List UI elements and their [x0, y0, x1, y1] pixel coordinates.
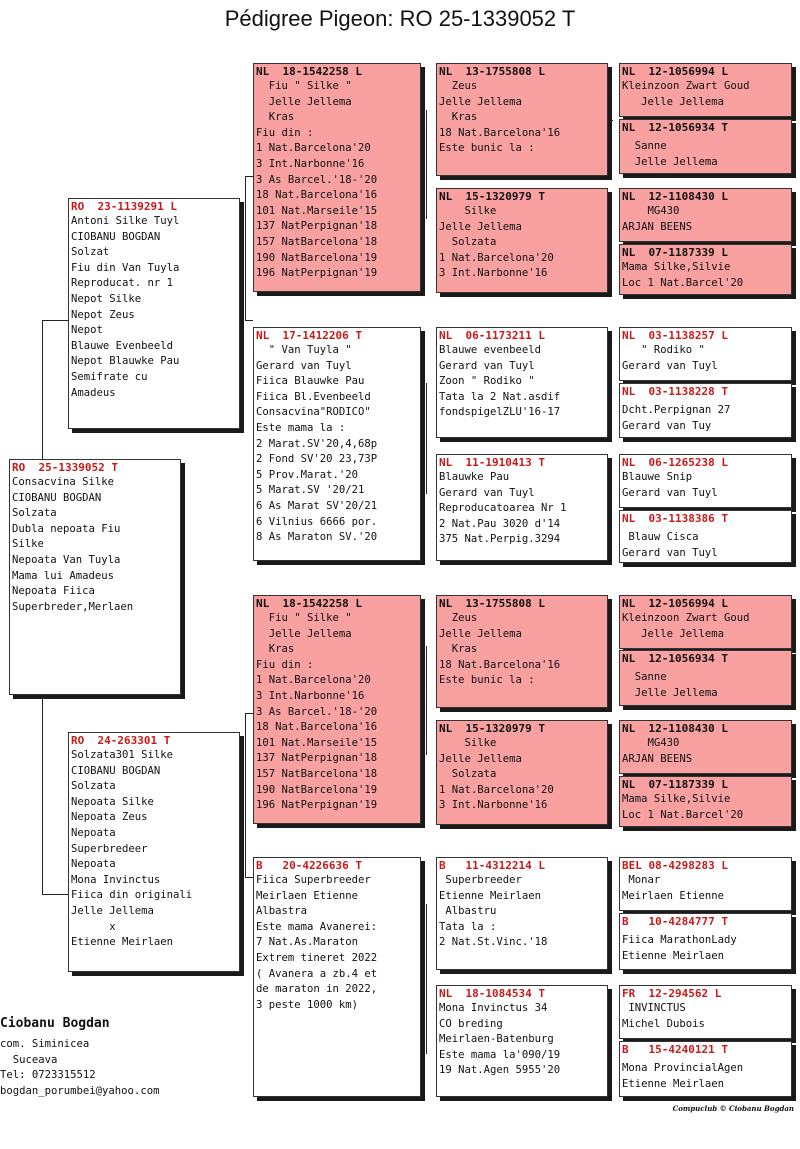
- g3-line: Zeus: [439, 612, 478, 624]
- g4-card-9[interactable]: [619, 595, 792, 649]
- g3-line: Jelle Jellema: [439, 220, 522, 233]
- g2-line: 18 Nat.Barcelona'16: [256, 189, 378, 202]
- connector-line: [245, 176, 246, 321]
- g2-line: 157 NatBarcelona'18: [256, 235, 378, 248]
- dam-line: Solzata: [71, 780, 116, 793]
- g3-line: Solzata: [439, 236, 497, 249]
- g3-line: Tata la 2 Nat.asdif: [439, 390, 561, 403]
- g3-line: 18 Nat.Barcelona'16: [439, 126, 561, 139]
- sire-line: CIOBANU BOGDAN: [71, 230, 161, 243]
- g4-card-12[interactable]: [619, 776, 792, 827]
- g2-line: ( Avanera a zb.4 et: [256, 967, 378, 980]
- subject-card[interactable]: [9, 459, 181, 695]
- g4-line: Gerard van Tuyl: [622, 359, 718, 372]
- g4-line: ARJAN BEENS: [622, 752, 693, 765]
- connector-line: [612, 120, 613, 121]
- g3-card-7[interactable]: [436, 857, 608, 970]
- g2-line: 137 NatPerpignan'18: [256, 220, 378, 233]
- g3-card-8[interactable]: [436, 985, 608, 1097]
- g4-ring: NL 12-1108430 L: [622, 190, 728, 203]
- g2-ring: B 20-4226636 T: [256, 859, 362, 872]
- g3-ring: NL 13-1755808 L: [439, 597, 545, 610]
- subject-line: Mama lui Amadeus: [12, 569, 115, 582]
- connector-line: [42, 320, 68, 321]
- g2-line: Fiica Superbreeder: [256, 874, 371, 886]
- g4-ring: NL 03-1138257 L: [622, 329, 728, 342]
- g2-line: 8 As Maraton SV.'20: [256, 531, 378, 544]
- g2-line: Kras: [256, 643, 295, 656]
- g2-line: 1 Nat.Barcelona'20: [256, 142, 371, 155]
- g4-line: ARJAN BEENS: [622, 220, 693, 233]
- g4-line: Jelle Jellema: [622, 627, 725, 640]
- dam-line: Solzata301 Silke: [71, 749, 174, 761]
- g3-line: 375 Nat.Perpig.3294: [439, 533, 561, 546]
- g4-line: INVINCTUS: [622, 1002, 686, 1014]
- g4-line: MG430: [622, 205, 680, 217]
- g2-ring: NL 18-1542258 L: [256, 65, 362, 78]
- g2-card-c[interactable]: [253, 595, 421, 824]
- dam-line: Fiica din originali: [71, 889, 193, 902]
- g4-line: Etienne Meirlaen: [622, 1077, 725, 1090]
- g4-ring: B 10-4284777 T: [622, 915, 728, 928]
- g4-line: Gerard van Tuyl: [622, 486, 718, 499]
- g4-line: Mama Silke,Silvie: [622, 261, 731, 273]
- g3-line: Solzata: [439, 768, 497, 781]
- sire-line: Semifrate cu: [71, 370, 148, 383]
- g2-line: 6 Vilnius 6666 por.: [256, 515, 378, 528]
- g3-ring: B 11-4312214 L: [439, 859, 545, 872]
- g4-card-8[interactable]: [619, 510, 792, 563]
- dam-line: Superbredeer: [71, 842, 148, 855]
- g4-ring: NL 06-1265238 L: [622, 456, 728, 469]
- g3-line: Jelle Jellema: [439, 95, 522, 108]
- g2-line: 101 Nat.Marseile'15: [256, 204, 378, 217]
- g4-card-10[interactable]: [619, 650, 792, 706]
- g3-line: 2 Nat.Pau 3020 d'14: [439, 517, 561, 530]
- dam-line: Etienne Meirlaen: [71, 936, 174, 949]
- subject-line: Silke: [12, 538, 44, 551]
- g4-line: Sanne: [622, 671, 667, 683]
- g4-ring: BEL 08-4298283 L: [622, 859, 728, 872]
- g2-line: 196 NatPerpignan'19: [256, 799, 378, 812]
- dam-line: Nepoata: [71, 858, 116, 871]
- g3-line: 1 Nat.Barcelona'20: [439, 251, 554, 264]
- g2-line: Jelle Jellema: [256, 627, 352, 640]
- sire-line: Antoni Silke Tuyl: [71, 215, 180, 227]
- g2-line: Fiica Bl.Evenbeeld: [256, 390, 371, 403]
- g2-line: 3 Int.Narbonne'16: [256, 689, 365, 702]
- g4-line: Loc 1 Nat.Barcel'20: [622, 276, 744, 289]
- connector-line: [42, 894, 68, 895]
- owner-line: com. Siminicea: [0, 1038, 90, 1050]
- g4-line: Etienne Meirlaen: [622, 949, 725, 962]
- dam-line: Mona Invinctus: [71, 873, 161, 886]
- g2-line: Este mama la :: [256, 421, 346, 434]
- g4-card-4[interactable]: [619, 244, 792, 295]
- subject-line: Superbreder,Merlaen: [12, 600, 134, 613]
- g3-line: CO breding: [439, 1017, 503, 1030]
- g3-line: Meirlaen-Batenburg: [439, 1033, 554, 1046]
- dam-line: Nepoata Silke: [71, 795, 154, 808]
- g2-line: 5 Prov.Marat.'20: [256, 468, 359, 481]
- g2-card-b[interactable]: [253, 327, 421, 561]
- g4-card-5[interactable]: [619, 327, 792, 381]
- g2-ring: NL 17-1412206 T: [256, 329, 362, 342]
- sire-line: Nepot: [71, 324, 103, 337]
- g2-line: Consacvina"RODICO": [256, 406, 371, 419]
- connector-line: [42, 694, 43, 894]
- g3-card-6[interactable]: [436, 720, 608, 825]
- g3-ring: NL 13-1755808 L: [439, 65, 545, 78]
- g3-line: Gerard van Tuyl: [439, 486, 535, 499]
- g4-card-3[interactable]: [619, 188, 792, 242]
- g3-card-2[interactable]: [436, 188, 608, 293]
- g2-line: 3 As Barcel.'18-'20: [256, 173, 378, 186]
- g3-ring: NL 15-1320979 T: [439, 190, 545, 203]
- g4-line: Fiica MarathonLady: [622, 934, 737, 946]
- g3-line: 1 Nat.Barcelona'20: [439, 783, 554, 796]
- g3-ring: NL 18-1084534 T: [439, 987, 545, 1000]
- g2-line: Fiu din :: [256, 658, 314, 671]
- g4-line: Jelle Jellema: [622, 155, 718, 168]
- g4-ring: NL 12-1108430 L: [622, 722, 728, 735]
- g3-line: Este bunic la :: [439, 142, 535, 155]
- connector-line: [426, 110, 427, 219]
- connector-line: [245, 713, 246, 878]
- g4-ring: NL 03-1138386 T: [622, 512, 728, 525]
- g2-line: Este mama Avanerei:: [256, 920, 378, 933]
- g2-line: 2 Fond SV'20 23,73P: [256, 453, 378, 466]
- g3-ring: NL 15-1320979 T: [439, 722, 545, 735]
- g3-line: Albastru: [439, 905, 497, 918]
- connector-line: [245, 713, 253, 714]
- connector-line: [245, 176, 253, 177]
- g2-line: Fiu din :: [256, 126, 314, 139]
- g4-ring: NL 12-1056934 T: [622, 121, 728, 134]
- g3-line: Etienne Meirlaen: [439, 889, 542, 902]
- sire-card[interactable]: [68, 198, 240, 429]
- g2-line: Gerard van Tuyl: [256, 359, 352, 372]
- g2-card-d[interactable]: [253, 857, 421, 1097]
- subject-line: Dubla nepoata Fiu: [12, 522, 121, 535]
- connector-line: [426, 646, 427, 755]
- g3-line: Reproducatoarea Nr 1: [439, 502, 567, 515]
- g3-line: fondspigelZLU'16-17: [439, 406, 561, 419]
- g4-line: Loc 1 Nat.Barcel'20: [622, 808, 744, 821]
- dam-line: Jelle Jellema: [71, 904, 154, 917]
- g2-line: 196 NatPerpignan'19: [256, 267, 378, 280]
- sire-line: Solzat: [71, 246, 110, 259]
- footer-credit: Compuclub © Ciobanu Bogdan: [672, 1104, 794, 1113]
- g4-line: " Rodiko ": [622, 344, 705, 356]
- g2-line: Fiu " Silke ": [256, 612, 352, 624]
- g4-line: MG430: [622, 737, 680, 749]
- g4-line: Mona ProvincialAgen: [622, 1062, 744, 1074]
- g2-line: de maraton in 2022,: [256, 983, 378, 996]
- g2-line: Fiu " Silke ": [256, 80, 352, 92]
- g3-ring: NL 11-1910413 T: [439, 456, 545, 469]
- g2-line: 101 Nat.Marseile'15: [256, 736, 378, 749]
- g2-card-a[interactable]: [253, 63, 421, 292]
- g4-ring: B 15-4240121 T: [622, 1043, 728, 1056]
- g2-line: 3 Int.Narbonne'16: [256, 157, 365, 170]
- g2-line: " Van Tuyla ": [256, 344, 352, 356]
- sire-line: Amadeus: [71, 386, 116, 399]
- g3-line: 18 Nat.Barcelona'16: [439, 658, 561, 671]
- g4-ring: NL 12-1056994 L: [622, 597, 728, 610]
- sire-line: Reproducat. nr 1: [71, 277, 174, 290]
- g2-line: 1 Nat.Barcelona'20: [256, 674, 371, 687]
- sire-line: Nepot Zeus: [71, 308, 135, 321]
- g3-line: 3 Int.Narbonne'16: [439, 799, 548, 812]
- owner-email[interactable]: bogdan_porumbei@yahoo.com: [0, 1084, 160, 1097]
- g3-line: 19 Nat.Agen 5955'20: [439, 1064, 561, 1077]
- g3-line: Silke: [439, 737, 497, 749]
- g4-line: Dcht.Perpignan 27: [622, 404, 731, 416]
- g2-ring: NL 18-1542258 L: [256, 597, 362, 610]
- g3-line: Kras: [439, 643, 478, 656]
- g2-line: 157 NatBarcelona'18: [256, 767, 378, 780]
- g4-line: Jelle Jellema: [622, 95, 725, 108]
- g2-line: 190 NatBarcelona'19: [256, 251, 378, 264]
- g2-line: 190 NatBarcelona'19: [256, 783, 378, 796]
- owner-name: Ciobanu Bogdan: [0, 1016, 110, 1031]
- g3-line: Gerard van Tuyl: [439, 359, 535, 372]
- g2-line: 6 As Marat SV'20/21: [256, 499, 378, 512]
- g3-line: Zoon " Rodiko ": [439, 375, 535, 388]
- g3-line: Zeus: [439, 80, 478, 92]
- g4-ring: NL 12-1056934 T: [622, 652, 728, 665]
- g3-line: Tata la :: [439, 920, 497, 933]
- g4-card-14[interactable]: [619, 913, 792, 970]
- g2-line: Fiica Blauwke Pau: [256, 375, 365, 388]
- dam-line: Nepoata Zeus: [71, 811, 148, 824]
- g3-card-4[interactable]: [436, 454, 608, 561]
- g2-line: 3 peste 1000 km): [256, 998, 359, 1011]
- g4-card-15[interactable]: [619, 985, 792, 1039]
- sire-ring: RO 23-1139291 L: [71, 200, 177, 213]
- connector-line: [426, 383, 427, 494]
- g4-ring: NL 07-1187339 L: [622, 778, 728, 791]
- g2-line: Kras: [256, 111, 295, 124]
- g3-line: Kras: [439, 111, 478, 124]
- subject-line: Nepoata Van Tuyla: [12, 553, 121, 566]
- g2-line: 5 Marat.SV '20/21: [256, 484, 365, 497]
- g4-line: Gerard van Tuy: [622, 419, 712, 432]
- g3-line: Jelle Jellema: [439, 752, 522, 765]
- g3-card-1[interactable]: [436, 63, 608, 176]
- g3-line: Este mama la'090/19: [439, 1048, 561, 1061]
- dam-line: CIOBANU BOGDAN: [71, 764, 161, 777]
- g2-line: Meirlaen Etienne: [256, 889, 359, 902]
- g3-line: Este bunic la :: [439, 674, 535, 687]
- g4-card-11[interactable]: [619, 720, 792, 774]
- g4-line: Blauwe Snip: [622, 471, 693, 483]
- g4-line: Blauw Cisca: [622, 531, 699, 543]
- g3-line: 3 Int.Narbonne'16: [439, 267, 548, 280]
- owner-info: [0, 1015, 159, 1099]
- g3-line: Blauwe evenbeeld: [439, 344, 542, 356]
- subject-ring: RO 25-1339052 T: [12, 461, 118, 474]
- g2-line: 7 Nat.As.Maraton: [256, 936, 359, 949]
- g3-card-3[interactable]: [436, 327, 608, 438]
- sire-line: Blauwe Evenbeeld: [71, 339, 174, 352]
- g4-ring: NL 07-1187339 L: [622, 246, 728, 259]
- g4-card-6[interactable]: [619, 383, 792, 438]
- g4-line: Monar: [622, 874, 661, 886]
- subject-line: CIOBANU BOGDAN: [12, 491, 102, 504]
- subject-line: Nepoata Fiica: [12, 585, 95, 598]
- g3-line: 2 Nat.St.Vinc.'18: [439, 936, 548, 949]
- page-title: Pédigree Pigeon: RO 25-1339052 T: [224, 6, 576, 31]
- g4-line: Michel Dubois: [622, 1017, 705, 1030]
- g3-line: Blauwke Pau: [439, 471, 510, 483]
- g2-line: 2 Marat.SV'20,4,68p: [256, 437, 378, 450]
- g3-ring: NL 06-1173211 L: [439, 329, 545, 342]
- owner-line: Suceava: [0, 1053, 58, 1066]
- g2-line: Jelle Jellema: [256, 95, 352, 108]
- g4-line: Jelle Jellema: [622, 686, 718, 699]
- g4-card-1[interactable]: [619, 63, 792, 117]
- g4-line: Meirlaen Etienne: [622, 889, 725, 902]
- sire-line: Nepot Blauwke Pau: [71, 355, 180, 368]
- g4-card-16[interactable]: [619, 1041, 792, 1097]
- sire-line: Nepot Silke: [71, 292, 142, 305]
- g2-line: Albastra: [256, 905, 308, 918]
- dam-card[interactable]: [68, 732, 240, 972]
- g4-line: Kleinzoon Zwart Goud: [622, 612, 750, 624]
- owner-line: Tel: 0723315512: [0, 1069, 96, 1082]
- g4-card-7[interactable]: [619, 454, 792, 508]
- g4-ring: NL 12-1056994 L: [622, 65, 728, 78]
- g3-line: Superbreeder: [439, 874, 522, 886]
- connector-line: [42, 320, 43, 460]
- connector-line: [245, 320, 253, 321]
- dam-line: Nepoata: [71, 826, 116, 839]
- g4-card-13[interactable]: [619, 857, 792, 911]
- dam-line: x: [71, 920, 116, 933]
- connector-line: [245, 877, 253, 878]
- g3-line: Jelle Jellema: [439, 627, 522, 640]
- g4-ring: NL 03-1138228 T: [622, 385, 728, 398]
- g4-line: Mama Silke,Silvie: [622, 793, 731, 805]
- subject-line: Consacvina Silke: [12, 476, 115, 488]
- g2-line: 3 As Barcel.'18-'20: [256, 705, 378, 718]
- g3-line: Silke: [439, 205, 497, 217]
- g4-line: Kleinzoon Zwart Goud: [622, 80, 750, 92]
- g3-line: Mona Invinctus 34: [439, 1002, 548, 1014]
- g2-line: 18 Nat.Barcelona'16: [256, 721, 378, 734]
- g4-line: Sanne: [622, 140, 667, 152]
- g4-line: Gerard van Tuyl: [622, 546, 718, 559]
- g3-card-5[interactable]: [436, 595, 608, 708]
- dam-ring: RO 24-263301 T: [71, 734, 171, 747]
- sire-line: Fiu din Van Tuyla: [71, 261, 180, 274]
- g2-line: 137 NatPerpignan'18: [256, 752, 378, 765]
- g4-ring: FR 12-294562 L: [622, 987, 722, 1000]
- subject-line: Solzata: [12, 507, 57, 520]
- connector-line: [426, 904, 427, 1054]
- g4-card-2[interactable]: [619, 119, 792, 174]
- g2-line: Extrem tineret 2022: [256, 951, 378, 964]
